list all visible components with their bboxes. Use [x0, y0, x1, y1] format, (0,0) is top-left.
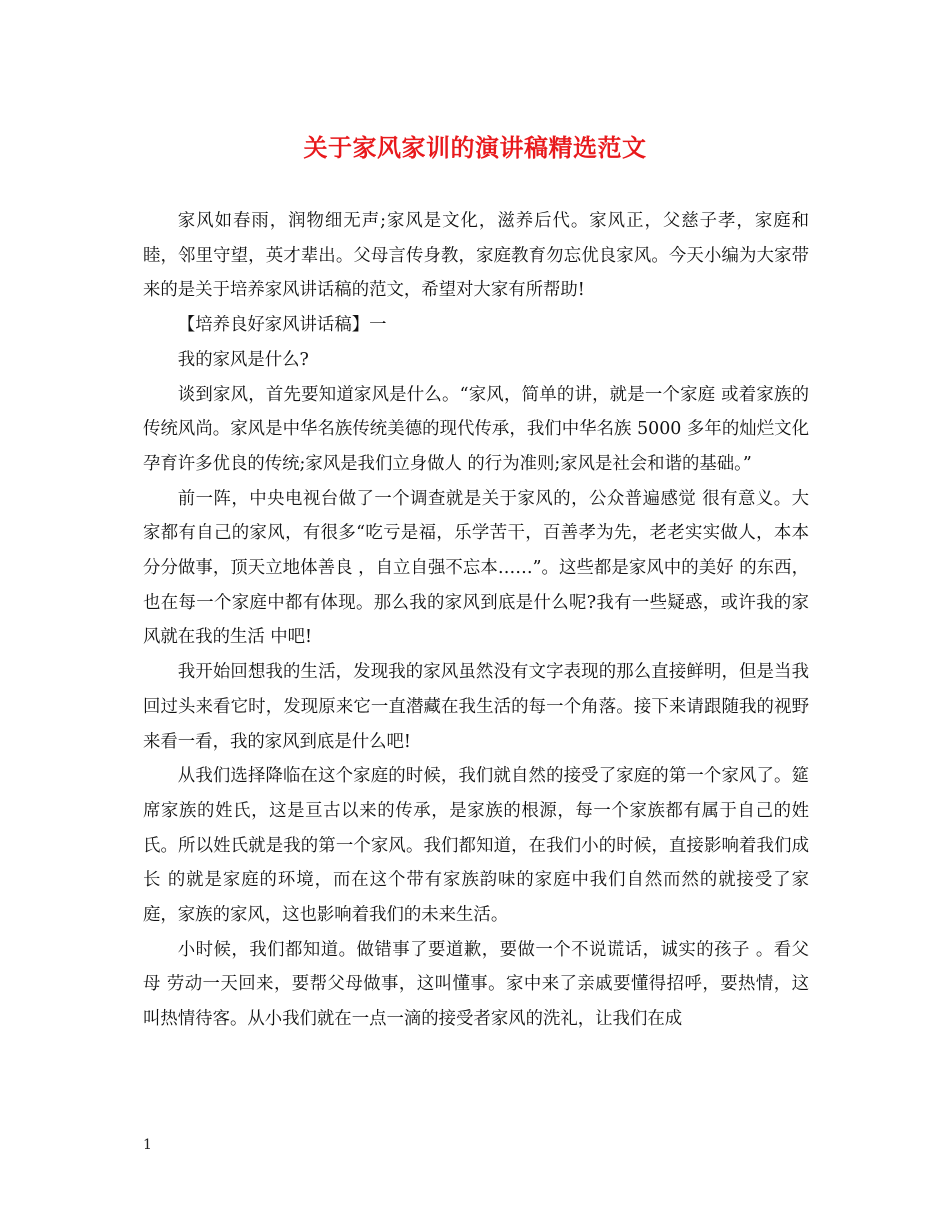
page-number: 1: [143, 1137, 152, 1153]
paragraph-definition: 谈到家风，首先要知道家风是什么。“家风，简单的讲，就是一个家庭 或着家族的传统风尚。家风是中华名族传统美德的现代传承，我们中华名族 5000 多年的灿烂文化孕育许多优良的传统;家风是我们立身做人 的行为准则;家风是社会和谐的基础。”: [143, 384, 809, 474]
speech-title: 我的家风是什么?: [177, 349, 309, 370]
section-heading: 【培养良好家风讲话稿】一: [177, 315, 387, 336]
document-body: [143, 204, 809, 1037]
paragraph-survey: 前一阵，中央电视台做了一个调查就是关于家风的，公众普遍感觉 很有意义。大家都有自己的家风，有很多“吃亏是福，乐学苦干，百善孝为先，老老实实做人，本本分分做事，顶天立地体善良 ，自立自强不忘本……”。这些都是家风中的美好 的东西，也在每一个家庭中都有体现。那么我的家风到底是什么呢?我有一些疑惑，或许我的家风就在我的生活 中吧!: [143, 488, 809, 648]
paragraph-intro: 家风如春雨，润物细无声;家风是文化，滋养后代。家风正，父慈子孝，家庭和睦，邻里守望，英才辈出。父母言传身教，家庭教育勿忘优良家风。今天小编为大家带来的是关于培养家风讲话稿的范文，希望对大家有所帮助!: [143, 211, 809, 301]
paragraph-childhood: 小时候，我们都知道。做错事了要道歉，要做一个不说谎话，诚实的孩子 。看父母 劳动一天回来，要帮父母做事，这叫懂事。家中来了亲戚要懂得招呼，要热情，这叫热情待客。从小我们就在一点一滴的接受者家风的洗礼，让我们在成: [143, 939, 809, 1030]
paragraph-recall: 我开始回想我的生活，发现我的家风虽然没有文字表现的那么直接鲜明，但是当我回过头来看它时，发现原来它一直潜藏在我生活的每一个角落。接下来请跟随我的视野来看一看，我的家风到底是什么吧!: [143, 662, 809, 752]
document-title: 关于家风家训的演讲稿精选范文: [303, 133, 647, 162]
paragraph-surname: 从我们选择降临在这个家庭的时候，我们就自然的接受了家庭的第一个家风了。筵席家族的姓氏，这是亘古以来的传承，是家族的根源，每一个家族都有属于自己的姓氏。所以姓氏就是我的第一个家风。我们都知道，在我们小的时候，直接影响着我们成长 的就是家庭的环境，而在这个带有家族韵味的家庭中我们自然而然的就接受了家庭，家族的家风，这也影响着我们的未来生活。: [143, 766, 809, 926]
